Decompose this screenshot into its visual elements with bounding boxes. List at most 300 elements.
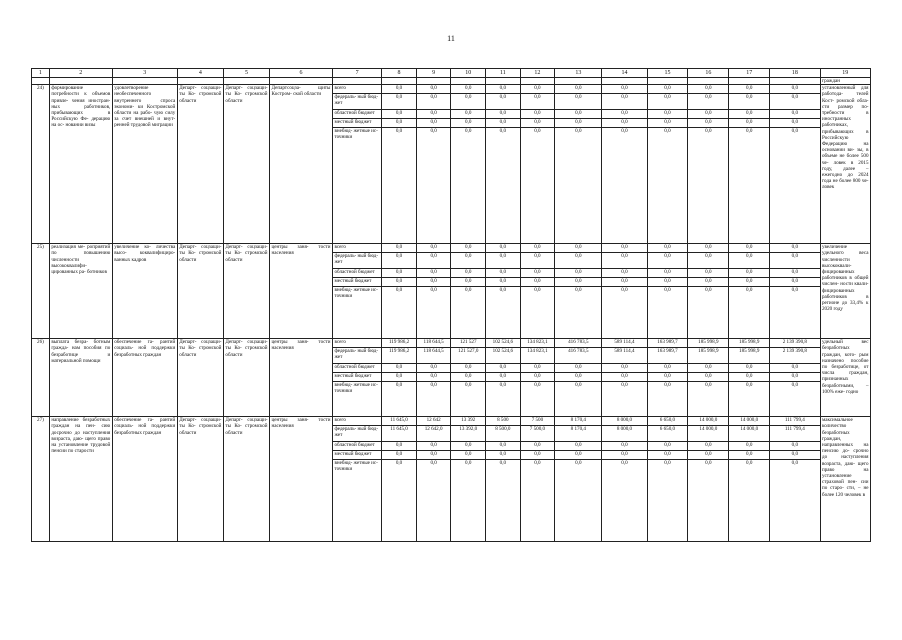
funding-source: всего [332, 85, 381, 94]
amount-cell: 163 989,7 [647, 339, 688, 348]
amount-cell: 119 986,2 [382, 348, 417, 364]
amount-cell: 0,0 [729, 85, 770, 94]
amount-cell: 589 114,4 [602, 348, 647, 364]
amount-cell: 0,0 [555, 278, 602, 287]
funding-source: всего [332, 244, 381, 253]
funding-source: всего [332, 417, 381, 426]
amount-cell: 0,0 [729, 119, 770, 128]
amount-cell: 0,0 [647, 287, 688, 339]
amount-cell: 0,0 [520, 110, 555, 119]
amount-cell: 0,0 [382, 269, 417, 278]
amount-cell: 185 998,9 [688, 348, 729, 364]
column-number: 19 [820, 69, 871, 78]
amount-cell: 0,0 [555, 110, 602, 119]
amount-cell: 0,0 [770, 128, 820, 244]
responsible-cell: Департ- соцзащи- ты Ко- стромской области [177, 339, 223, 417]
amount-cell: 0,0 [602, 451, 647, 460]
amount-cell: 0,0 [382, 382, 417, 417]
amount-cell: 0,0 [647, 382, 688, 417]
amount-cell: 0,0 [382, 442, 417, 451]
column-number: 13 [555, 69, 602, 78]
amount-cell: 0,0 [555, 85, 602, 94]
funding-source: внебюд- жетные ис- точники [332, 382, 381, 417]
amount-cell: 0,0 [602, 278, 647, 287]
amount-cell: 0,0 [602, 287, 647, 339]
amount-cell: 0,0 [382, 373, 417, 382]
amount-cell: 2 139 390,8 [770, 348, 820, 364]
amount-cell: 0,0 [729, 287, 770, 339]
amount-cell: 0,0 [688, 287, 729, 339]
amount-cell: 0,0 [688, 373, 729, 382]
amount-cell: 0,0 [451, 442, 486, 451]
result-cell: установленный для работода- телей Кост- ромской обла- сти размер по- требности в иностранных работниках, прибывающих в Российскую Федерацию на основании ви- зы, в объеме не более 500 че- ловек в 2015 году, далее – ежегодно до 2024 года не более 800 че- ловек [820, 85, 871, 244]
amount-cell: 0,0 [688, 253, 729, 269]
empty-cell [451, 78, 486, 85]
amount-cell: 0,0 [486, 373, 521, 382]
page-number: 11 [447, 34, 455, 43]
amount-cell: 0,0 [486, 128, 521, 244]
amount-cell: 14 000,0 [688, 426, 729, 442]
empty-cell [555, 78, 602, 85]
amount-cell: 0,0 [729, 94, 770, 110]
empty-cell [332, 78, 381, 85]
column-number: 12 [520, 69, 555, 78]
amount-cell: 0,0 [520, 119, 555, 128]
amount-cell: 0,0 [647, 373, 688, 382]
amount-cell: 0,0 [520, 287, 555, 339]
amount-cell: 0,0 [770, 451, 820, 460]
empty-cell [647, 78, 688, 85]
amount-cell: 0,0 [520, 364, 555, 373]
amount-cell: 0,0 [647, 278, 688, 287]
empty-cell [520, 78, 555, 85]
amount-cell: 118 644,5 [416, 339, 451, 348]
empty-cell [770, 78, 820, 85]
column-number: 15 [647, 69, 688, 78]
amount-cell: 0,0 [555, 382, 602, 417]
amount-cell: 0,0 [451, 460, 486, 542]
amount-cell: 0,0 [486, 382, 521, 417]
amount-cell: 0,0 [647, 364, 688, 373]
amount-cell: 0,0 [451, 119, 486, 128]
amount-cell: 0,0 [647, 269, 688, 278]
amount-cell: 0,0 [451, 269, 486, 278]
empty-cell [270, 78, 333, 85]
amount-cell: 0,0 [555, 442, 602, 451]
amount-cell: 0,0 [602, 460, 647, 542]
amount-cell: 0,0 [520, 451, 555, 460]
amount-cell: 0,0 [486, 364, 521, 373]
amount-cell: 0,0 [647, 451, 688, 460]
amount-cell: 0,0 [688, 278, 729, 287]
amount-cell: 7 500,0 [520, 426, 555, 442]
funding-source: областной бюджет [332, 110, 381, 119]
amount-cell: 6 650,0 [647, 426, 688, 442]
amount-cell: 0,0 [770, 442, 820, 451]
amount-cell: 0,0 [382, 110, 417, 119]
column-number: 1 [32, 69, 50, 78]
amount-cell: 0,0 [451, 382, 486, 417]
amount-cell: 0,0 [520, 128, 555, 244]
column-number: 8 [382, 69, 417, 78]
participant-cell: центры заня- тости населения [270, 417, 333, 542]
amount-cell: 0,0 [770, 364, 820, 373]
funding-source: федераль- ный бюд- жет [332, 94, 381, 110]
column-number: 10 [451, 69, 486, 78]
row-number: 27) [32, 417, 50, 542]
amount-cell: 0,0 [602, 382, 647, 417]
amount-cell: 0,0 [602, 364, 647, 373]
amount-cell: 0,0 [451, 94, 486, 110]
funding-source: областной бюджет [332, 364, 381, 373]
amount-cell: 0,0 [486, 460, 521, 542]
amount-cell: 134 823,1 [520, 348, 555, 364]
amount-cell: 0,0 [688, 364, 729, 373]
funding-source: местный бюджет [332, 119, 381, 128]
amount-cell: 0,0 [486, 442, 521, 451]
funding-source: областной бюджет [332, 269, 381, 278]
action-cell: выплата безра- ботным гражда- нам пособия по безработице и материальной помощи [49, 339, 112, 417]
amount-cell: 11 645,0 [382, 426, 417, 442]
amount-cell: 163 989,7 [647, 348, 688, 364]
amount-cell: 0,0 [770, 110, 820, 119]
amount-cell: 0,0 [416, 94, 451, 110]
empty-cell [416, 78, 451, 85]
amount-cell: 0,0 [416, 442, 451, 451]
amount-cell: 121 527 [451, 339, 486, 348]
amount-cell: 0,0 [555, 460, 602, 542]
amount-cell: 0,0 [729, 269, 770, 278]
amount-cell: 111 799,4 [770, 417, 820, 426]
amount-cell: 0,0 [382, 85, 417, 94]
amount-cell: 0,0 [688, 460, 729, 542]
funding-source: местный бюджет [332, 451, 381, 460]
amount-cell: 0,0 [555, 94, 602, 110]
amount-cell: 0,0 [688, 382, 729, 417]
amount-cell: 0,0 [729, 244, 770, 253]
amount-cell: 0,0 [486, 94, 521, 110]
amount-cell: 416 783,5 [555, 348, 602, 364]
amount-cell: 0,0 [451, 244, 486, 253]
amount-cell: 0,0 [555, 244, 602, 253]
amount-cell: 0,0 [486, 451, 521, 460]
coexecutor-cell: Департ- соцзащи- ты Ко- стромской области [223, 85, 269, 244]
empty-cell [223, 78, 269, 85]
amount-cell: 0,0 [555, 128, 602, 244]
amount-cell: 13 392,0 [451, 426, 486, 442]
action-cell: формирование потребности к объемов привле- чения иностран- ных работников, прибывающих в Российскую Фе- дерацию на ос- новании визы [49, 85, 112, 244]
amount-cell: 0,0 [416, 451, 451, 460]
amount-cell: 0,0 [382, 278, 417, 287]
amount-cell: 0,0 [486, 85, 521, 94]
result-cell: удельный вес безработных граждан, кото- рым назначено пособие по безработице, от числа граждан, признанных безработными, – 100% еже- годно [820, 339, 871, 417]
amount-cell: 119 986,2 [382, 339, 417, 348]
goal-cell: обеспечение га- рантий социаль- ной поддержки безработных граждан [112, 339, 177, 417]
amount-cell: 0,0 [770, 287, 820, 339]
amount-cell: 121 527,0 [451, 348, 486, 364]
amount-cell: 0,0 [486, 244, 521, 253]
empty-cell [177, 78, 223, 85]
amount-cell: 0,0 [382, 244, 417, 253]
amount-cell: 0,0 [688, 119, 729, 128]
empty-cell [32, 78, 50, 85]
amount-cell: 0,0 [451, 287, 486, 339]
amount-cell: 0,0 [602, 128, 647, 244]
row-number: 25) [32, 244, 50, 339]
amount-cell: 0,0 [688, 128, 729, 244]
participant-cell: центры заня- тости населения [270, 244, 333, 339]
amount-cell: 0,0 [555, 451, 602, 460]
amount-cell: 134 823,1 [520, 339, 555, 348]
amount-cell: 0,0 [602, 94, 647, 110]
amount-cell: 0,0 [647, 244, 688, 253]
empty-cell [729, 78, 770, 85]
amount-cell: 0,0 [729, 128, 770, 244]
amount-cell: 8 000,0 [602, 426, 647, 442]
amount-cell: 0,0 [451, 110, 486, 119]
amount-cell: 0,0 [770, 278, 820, 287]
amount-cell: 0,0 [382, 364, 417, 373]
amount-cell: 0,0 [451, 85, 486, 94]
amount-cell: 0,0 [486, 278, 521, 287]
amount-cell: 0,0 [451, 128, 486, 244]
column-number: 11 [486, 69, 521, 78]
amount-cell: 0,0 [770, 119, 820, 128]
continuation-text: граждан [820, 78, 871, 85]
amount-cell: 0,0 [416, 244, 451, 253]
amount-cell: 0,0 [555, 119, 602, 128]
amount-cell: 0,0 [382, 451, 417, 460]
result-cell: максимальное количество безработных граждан, направленных на пенсию до- срочно до наступления возраста, даю- щего право на установление страховой пен- сии по старо- сти, – не более 120 человек в [820, 417, 871, 542]
amount-cell: 0,0 [416, 364, 451, 373]
amount-cell: 0,0 [647, 128, 688, 244]
participant-cell: центры заня- тости населения [270, 339, 333, 417]
goal-cell: обеспечение га- рантий социаль- ной поддержки безработных граждан [112, 417, 177, 542]
funding-source: внебюд- жетные ис- точники [332, 287, 381, 339]
amount-cell: 0,0 [520, 269, 555, 278]
amount-cell: 185 998,9 [729, 348, 770, 364]
coexecutor-cell: Департ- соцзащи- ты Ко- стромской области [223, 417, 269, 542]
amount-cell: 0,0 [688, 244, 729, 253]
amount-cell: 118 644,5 [416, 348, 451, 364]
amount-cell: 102 524,6 [486, 348, 521, 364]
amount-cell: 0,0 [602, 85, 647, 94]
amount-cell: 8 170,4 [555, 417, 602, 426]
amount-cell: 0,0 [520, 85, 555, 94]
table-row [32, 244, 871, 253]
goal-cell: удовлетворение необеспеченного внутреннего спроса экономи- ки Костромской области на рабо- чую силу за счет внешней и внут- ренней трудовой миграции [112, 85, 177, 244]
amount-cell: 11 645,0 [382, 417, 417, 426]
column-number: 9 [416, 69, 451, 78]
responsible-cell: Департ- соцзащи- ты Ко- стромской области [177, 417, 223, 542]
amount-cell: 0,0 [770, 460, 820, 542]
amount-cell: 0,0 [729, 442, 770, 451]
funding-source: областной бюджет [332, 442, 381, 451]
amount-cell: 0,0 [416, 460, 451, 542]
amount-cell: 0,0 [486, 269, 521, 278]
amount-cell: 8 000,0 [602, 417, 647, 426]
amount-cell: 8 500,0 [486, 426, 521, 442]
amount-cell: 0,0 [486, 110, 521, 119]
empty-cell [112, 78, 177, 85]
amount-cell: 0,0 [416, 253, 451, 269]
amount-cell: 0,0 [520, 442, 555, 451]
amount-cell: 0,0 [382, 460, 417, 542]
amount-cell: 0,0 [729, 460, 770, 542]
amount-cell: 416 783,5 [555, 339, 602, 348]
amount-cell: 0,0 [770, 244, 820, 253]
amount-cell: 0,0 [602, 253, 647, 269]
amount-cell: 0,0 [647, 253, 688, 269]
amount-cell: 0,0 [555, 269, 602, 278]
amount-cell: 0,0 [770, 94, 820, 110]
amount-cell: 12 642,0 [416, 426, 451, 442]
amount-cell: 0,0 [688, 451, 729, 460]
amount-cell: 0,0 [451, 451, 486, 460]
coexecutor-cell: Департ- соцзащи- ты Ко- стромской области [223, 244, 269, 339]
amount-cell: 0,0 [382, 94, 417, 110]
empty-cell [49, 78, 112, 85]
amount-cell: 0,0 [382, 119, 417, 128]
column-number: 18 [770, 69, 820, 78]
amount-cell: 0,0 [451, 253, 486, 269]
amount-cell: 14 000,0 [729, 417, 770, 426]
amount-cell: 0,0 [486, 287, 521, 339]
action-cell: направление безработных граждан на пен- сию досрочно до наступления возраста, даю- щего право на установление трудовой пенсии по старости [49, 417, 112, 542]
amount-cell: 0,0 [770, 269, 820, 278]
amount-cell: 0,0 [416, 119, 451, 128]
amount-cell: 6 650,0 [647, 417, 688, 426]
row-number: 24) [32, 85, 50, 244]
funding-source: внебюд- жетные ис- точники [332, 460, 381, 542]
amount-cell: 185 998,9 [688, 339, 729, 348]
column-number: 14 [602, 69, 647, 78]
amount-cell: 0,0 [486, 253, 521, 269]
amount-cell: 0,0 [647, 110, 688, 119]
program-table [31, 68, 871, 542]
amount-cell: 0,0 [602, 244, 647, 253]
amount-cell: 2 139 390,8 [770, 339, 820, 348]
amount-cell: 0,0 [416, 128, 451, 244]
column-number: 5 [223, 69, 269, 78]
amount-cell: 0,0 [770, 253, 820, 269]
amount-cell: 0,0 [602, 269, 647, 278]
funding-source: внебюд- жетные ис- точники [332, 128, 381, 244]
amount-cell: 7 500 [520, 417, 555, 426]
column-number: 3 [112, 69, 177, 78]
amount-cell: 0,0 [729, 253, 770, 269]
amount-cell: 0,0 [555, 373, 602, 382]
amount-cell: 0,0 [602, 110, 647, 119]
amount-cell: 0,0 [555, 364, 602, 373]
amount-cell: 0,0 [382, 128, 417, 244]
amount-cell: 0,0 [729, 373, 770, 382]
amount-cell: 8 170,4 [555, 426, 602, 442]
empty-cell [382, 78, 417, 85]
amount-cell: 0,0 [451, 364, 486, 373]
amount-cell: 0,0 [416, 85, 451, 94]
row-number: 26) [32, 339, 50, 417]
amount-cell: 0,0 [416, 278, 451, 287]
column-number: 16 [688, 69, 729, 78]
amount-cell: 0,0 [647, 442, 688, 451]
amount-cell: 0,0 [647, 85, 688, 94]
column-number: 2 [49, 69, 112, 78]
amount-cell: 111 799,4 [770, 426, 820, 442]
table-row [32, 339, 871, 348]
table-row [32, 417, 871, 426]
empty-cell [486, 78, 521, 85]
amount-cell: 14 000,0 [729, 426, 770, 442]
amount-cell: 0,0 [416, 373, 451, 382]
amount-cell: 0,0 [688, 85, 729, 94]
action-cell: реализация ме- роприятий по повышению численности высококвалифи- цированных ра- ботников [49, 244, 112, 339]
amount-cell: 8 500 [486, 417, 521, 426]
responsible-cell: Департ- соцзащи- ты Ко- стромской области [177, 244, 223, 339]
continuation-row [32, 78, 871, 85]
coexecutor-cell: Департ- соцзащи- ты Ко- стромской области [223, 339, 269, 417]
amount-cell: 0,0 [520, 244, 555, 253]
table-row [32, 85, 871, 94]
amount-cell: 0,0 [416, 287, 451, 339]
amount-cell: 0,0 [688, 110, 729, 119]
amount-cell: 0,0 [688, 442, 729, 451]
amount-cell: 0,0 [416, 269, 451, 278]
result-cell: увеличение удельного веса численности высококвали- фицированных работников в общей числен- ности квали- фицированных работников в регионе до 33,4% к 2020 году [820, 244, 871, 339]
amount-cell: 13 392 [451, 417, 486, 426]
funding-source: федераль- ный бюд- жет [332, 426, 381, 442]
funding-source: местный бюджет [332, 278, 381, 287]
amount-cell: 0,0 [602, 442, 647, 451]
amount-cell: 0,0 [688, 94, 729, 110]
amount-cell: 0,0 [602, 373, 647, 382]
participant-cell: Департсоцза- щиты Костром- ской области [270, 85, 333, 244]
funding-source: местный бюджет [332, 373, 381, 382]
amount-cell: 0,0 [382, 287, 417, 339]
funding-source: федераль- ный бюд- жет [332, 348, 381, 364]
amount-cell: 0,0 [729, 278, 770, 287]
column-number: 17 [729, 69, 770, 78]
amount-cell: 0,0 [647, 119, 688, 128]
column-number: 7 [332, 69, 381, 78]
amount-cell: 0,0 [451, 373, 486, 382]
amount-cell: 0,0 [520, 460, 555, 542]
funding-source: всего [332, 339, 381, 348]
amount-cell: 0,0 [520, 373, 555, 382]
amount-cell: 0,0 [555, 253, 602, 269]
amount-cell: 0,0 [520, 253, 555, 269]
amount-cell: 0,0 [647, 460, 688, 542]
column-number-row [32, 69, 871, 78]
amount-cell: 0,0 [416, 382, 451, 417]
responsible-cell: Департ- соцзащи- ты Ко- стромской области [177, 85, 223, 244]
amount-cell: 0,0 [770, 85, 820, 94]
empty-cell [602, 78, 647, 85]
amount-cell: 589 114,4 [602, 339, 647, 348]
amount-cell: 0,0 [382, 253, 417, 269]
amount-cell: 0,0 [520, 94, 555, 110]
amount-cell: 12 642 [416, 417, 451, 426]
amount-cell: 14 000,0 [688, 417, 729, 426]
amount-cell: 0,0 [729, 110, 770, 119]
amount-cell: 0,0 [770, 382, 820, 417]
amount-cell: 0,0 [770, 373, 820, 382]
amount-cell: 0,0 [486, 119, 521, 128]
amount-cell: 0,0 [647, 94, 688, 110]
amount-cell: 185 998,9 [729, 339, 770, 348]
amount-cell: 0,0 [555, 287, 602, 339]
goal-cell: увеличение ко- личества высо- коквалифициро- ванных кадров [112, 244, 177, 339]
